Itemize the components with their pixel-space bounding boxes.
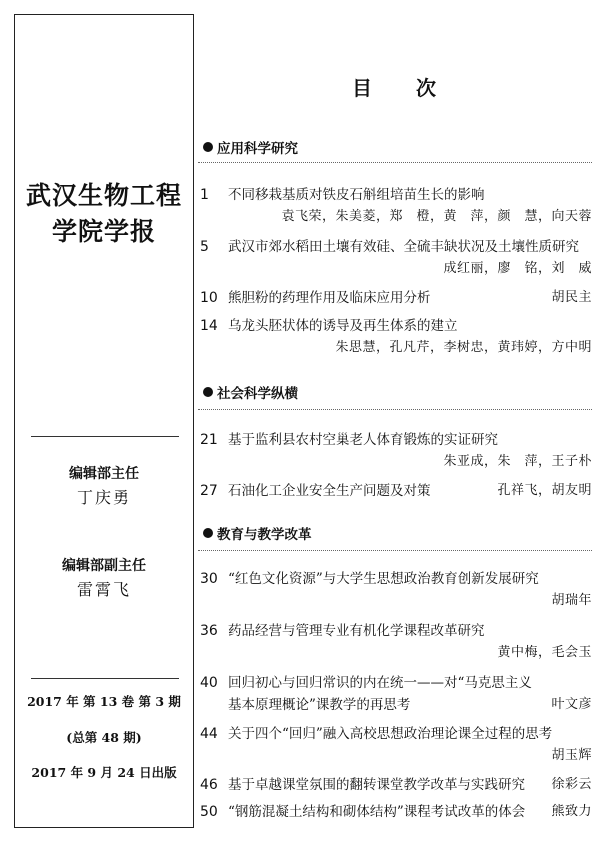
- article-authors: 袁飞荣，朱美菱，郑 橙，黄 萍，颜 慧，向天蓉: [281, 209, 592, 224]
- article-title: 不同移栽基质对铁皮石斛组培苗生长的影响: [228, 187, 485, 203]
- article-authors: 黄中梅，毛会玉: [497, 645, 592, 660]
- page-number: 5: [200, 239, 209, 255]
- bullet-icon: [203, 528, 213, 538]
- toc-entry[interactable]: [200, 620, 592, 664]
- divider: [31, 436, 179, 437]
- deputy-editor-label: 编辑部副主任: [62, 558, 146, 574]
- article-title: 石油化工企业安全生产问题及对策: [228, 483, 431, 499]
- article-authors: 成红丽，廖 铭，刘 威: [443, 261, 592, 276]
- article-title: 关于四个“回归”融入高校思想政治理论课全过程的思考: [228, 726, 553, 742]
- page-number: 50: [200, 804, 218, 820]
- article-title: 基于监利县农村空巢老人体育锻炼的实证研究: [228, 432, 498, 448]
- total-issue: (总第 48 期): [66, 730, 142, 745]
- page-number: 46: [200, 777, 218, 793]
- section-title: 社会科学纵横: [217, 386, 298, 402]
- toc-entry[interactable]: [200, 236, 592, 280]
- page-number: 21: [200, 432, 218, 448]
- page-number: 36: [200, 623, 218, 639]
- article-title: 回归初心与回归常识的内在统一——对“马克思主义: [228, 675, 532, 691]
- article-title: “钢筋混凝土结构和砌体结构”课程考试改革的体会: [228, 804, 526, 820]
- article-authors: 朱思慧，孔凡芹，李树忠，黄玮婷，方中明: [335, 340, 592, 355]
- page-number: 1: [200, 187, 209, 203]
- issue-info: 2017 年 第 13 卷 第 3 期: [27, 694, 181, 709]
- bullet-icon: [203, 387, 213, 397]
- article-authors: 朱亚成，朱 萍，王子朴: [443, 454, 592, 469]
- editor-name: 丁庆勇: [76, 488, 131, 507]
- toc-entry[interactable]: [200, 723, 592, 767]
- divider: [31, 678, 179, 679]
- bullet-icon: [203, 142, 213, 152]
- article-authors: 胡瑞年: [551, 593, 592, 608]
- page-number: 40: [200, 675, 218, 691]
- article-authors: 孔祥飞，胡友明: [497, 483, 592, 498]
- journal-title-line1: 武汉生物工程: [25, 181, 182, 210]
- page-number: 27: [200, 483, 218, 499]
- toc-entry[interactable]: [200, 801, 592, 823]
- editor-label: 编辑部主任: [69, 466, 139, 482]
- article-authors: 胡民主: [551, 290, 592, 305]
- section-heading: [203, 137, 298, 157]
- article-title: 武汉市郊水稻田土壤有效硅、全硫丰缺状况及土壤性质研究: [228, 239, 579, 255]
- article-title: 基于卓越课堂氛围的翻转课堂教学改革与实践研究: [228, 777, 525, 793]
- article-authors: 熊致力: [551, 804, 592, 819]
- toc-entry[interactable]: [200, 672, 592, 716]
- section-heading: [203, 382, 298, 402]
- journal-title-line2: 学院学报: [51, 217, 156, 246]
- article-title: “红色文化资源”与大学生思想政治教育创新发展研究: [228, 571, 539, 587]
- dotted-divider: [198, 409, 592, 410]
- dotted-divider: [198, 162, 592, 163]
- toc-entry[interactable]: [200, 184, 592, 228]
- article-title: 药品经营与管理专业有机化学课程改革研究: [228, 623, 485, 639]
- toc-entry[interactable]: [200, 429, 592, 473]
- section-heading: [203, 523, 312, 543]
- section-title: 教育与教学改革: [217, 527, 312, 543]
- page-number: 30: [200, 571, 218, 587]
- journal-title: [15, 178, 193, 250]
- toc-heading: 目次: [352, 76, 480, 100]
- article-authors: 胡玉辉: [551, 748, 592, 763]
- article-title: 乌龙头胚状体的诱导及再生体系的建立: [228, 318, 458, 334]
- page-number: 44: [200, 726, 218, 742]
- toc-entry[interactable]: [200, 480, 592, 502]
- article-title-continued: 基本原理概论”课教学的再思考: [228, 697, 411, 713]
- article-authors: 徐彩云: [551, 777, 592, 792]
- toc-entry[interactable]: [200, 315, 592, 359]
- dotted-divider: [198, 550, 592, 551]
- journal-info-panel: [14, 14, 194, 828]
- publish-date: 2017 年 9 月 24 日出版: [31, 765, 177, 780]
- toc-entry[interactable]: [200, 568, 592, 612]
- toc-entry[interactable]: [200, 774, 592, 796]
- section-title: 应用科学研究: [217, 141, 298, 157]
- toc-entry[interactable]: [200, 287, 592, 309]
- deputy-editor-name: 雷霄飞: [76, 580, 131, 599]
- article-title: 熊胆粉的药理作用及临床应用分析: [228, 290, 431, 306]
- article-authors: 叶文彦: [551, 697, 592, 712]
- page-number: 14: [200, 318, 218, 334]
- page-number: 10: [200, 290, 218, 306]
